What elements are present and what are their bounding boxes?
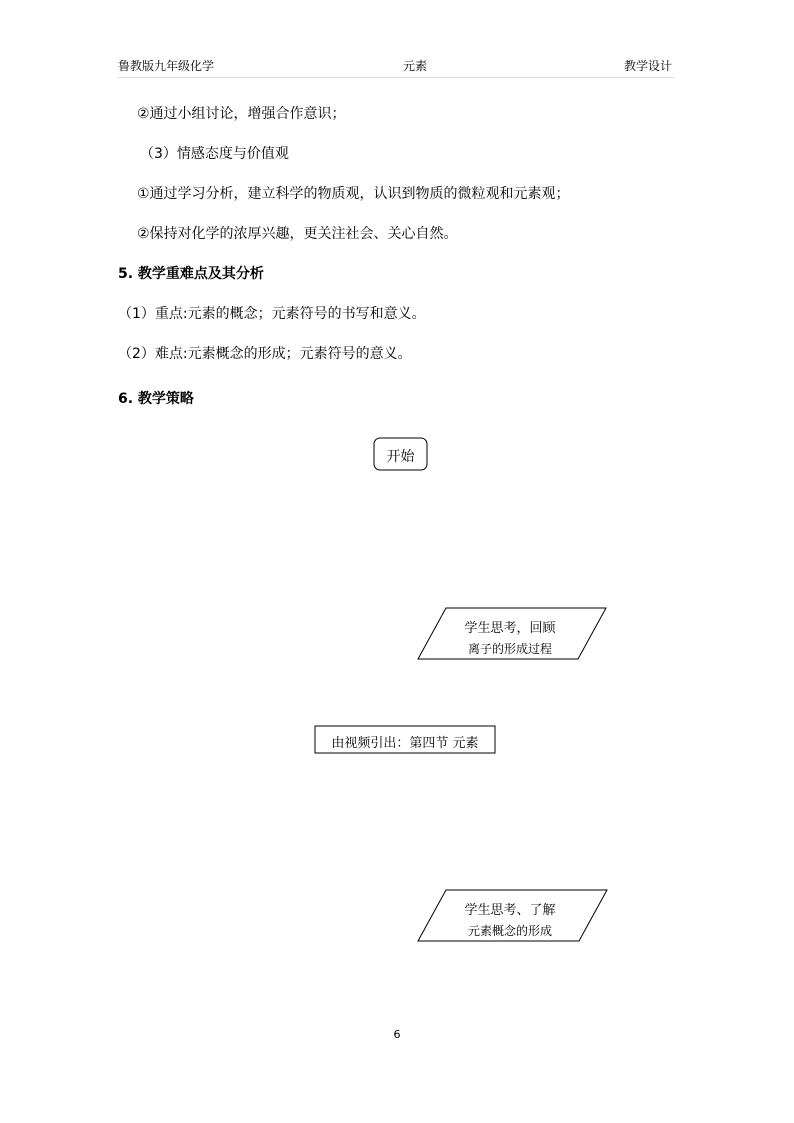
- think-understand-line2: 元素概念的形成: [467, 924, 552, 938]
- objective-heading-attitude: （3）情感态度与价值观: [140, 146, 289, 162]
- think-review-line1: 学生思考，回顾: [464, 621, 556, 636]
- section-heading-strategy: 6. 教学策略: [118, 391, 194, 407]
- video-intro-label: 由视频引出：第四节 元素: [331, 736, 479, 751]
- think-understand-line1: 学生思考、了解: [464, 903, 556, 918]
- start-label: 开始: [386, 449, 415, 465]
- think-review-line2: 离子的形成过程: [467, 642, 552, 656]
- section-heading-key-points: 5. 教学重难点及其分析: [118, 266, 264, 282]
- difficult-point-line: （2）难点:元素概念的形成；元素符号的意义。: [118, 346, 412, 362]
- header-center: 元素: [403, 59, 428, 73]
- key-point-line: （1）重点:元素的概念；元素符号的书写和意义。: [118, 306, 426, 322]
- objective-line-material-view: ①通过学习分析，建立科学的物质观，认识到物质的微粒观和元素观；: [137, 186, 570, 202]
- page-number: 6: [393, 1028, 401, 1041]
- header-left: 鲁教版九年级化学: [118, 59, 215, 73]
- objective-line-cooperation: ②通过小组讨论，增强合作意识；: [137, 106, 346, 122]
- objective-line-interest: ②保持对化学的浓厚兴趣，更关注社会、关心自然。: [137, 226, 458, 242]
- header-right: 教学设计: [624, 59, 673, 73]
